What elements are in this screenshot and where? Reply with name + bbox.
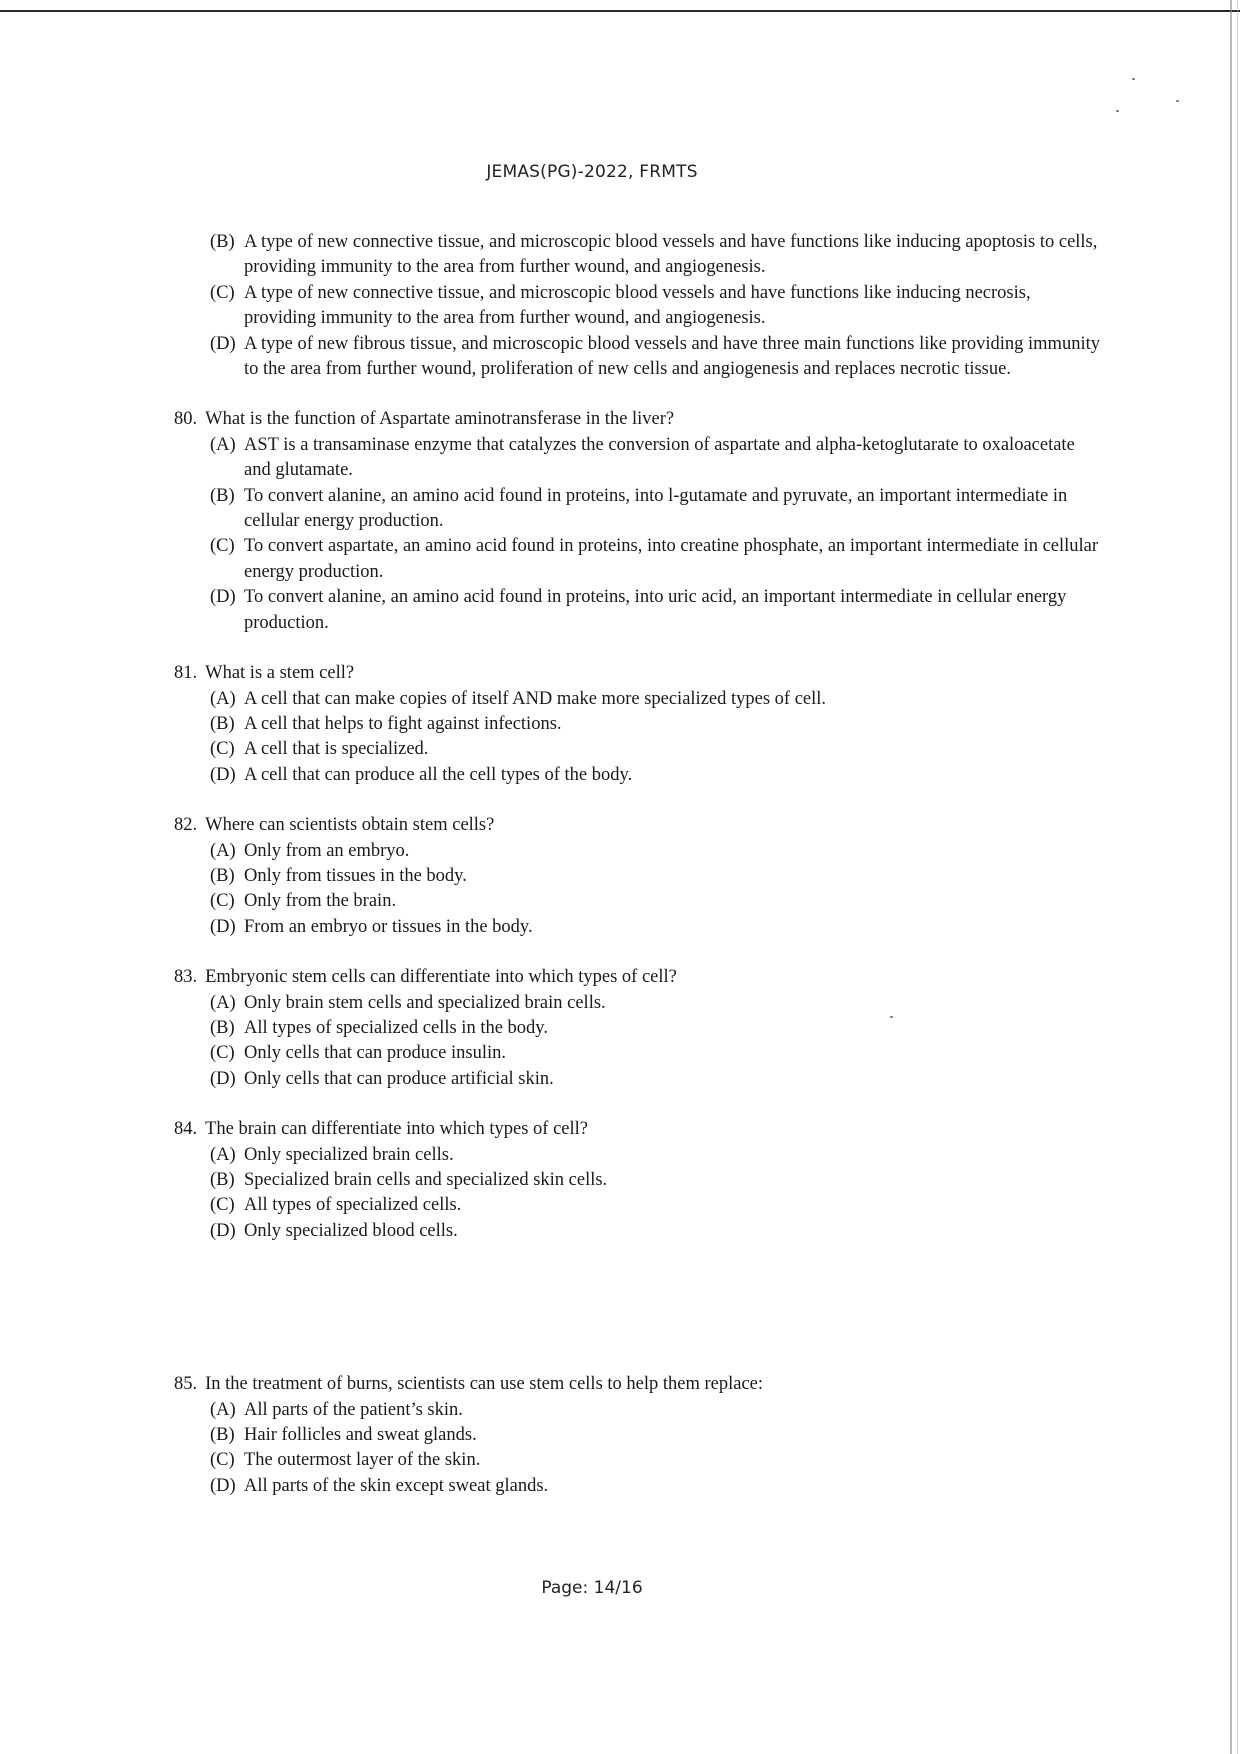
options-list [174, 687, 1104, 789]
option-letter: (D) [210, 1068, 236, 1089]
option-text: All types of specialized cells. [244, 1195, 462, 1216]
option-letter: (A) [210, 1144, 236, 1165]
question-number: 83. [174, 967, 198, 988]
option-b [174, 712, 1104, 737]
scan-speck [1132, 78, 1135, 80]
question-text: Where can scientists obtain stem cells? [205, 815, 495, 836]
option-c [174, 534, 1104, 585]
option-d [174, 915, 1104, 940]
option-a [174, 433, 1104, 484]
question-stem [174, 1117, 1104, 1142]
option-letter: (B) [210, 1425, 235, 1446]
scan-top-rule [0, 10, 1240, 12]
option-text: Hair follicles and sweat glands. [244, 1425, 477, 1446]
continued-question-79 [174, 230, 1104, 382]
option-79-b [174, 230, 1104, 281]
question-number: 81. [174, 663, 198, 684]
option-c [174, 1193, 1104, 1218]
question-number: 82. [174, 815, 198, 836]
option-letter: (A) [210, 688, 236, 709]
question-content [174, 230, 1104, 1524]
option-letter: (A) [210, 992, 236, 1013]
option-d [174, 1219, 1104, 1244]
option-b [174, 484, 1104, 535]
question-text: What is a stem cell? [205, 663, 355, 684]
option-text: AST is a transaminase enzyme that catalyzes the conversion of aspartate and alpha-ketoglutarate to oxaloacetate and glutamate. [244, 434, 1075, 481]
option-letter: (D) [210, 916, 236, 937]
option-d [174, 763, 1104, 788]
option-text: All parts of the skin except sweat glands. [244, 1475, 549, 1496]
question-stem [174, 1372, 1104, 1397]
question-81 [174, 661, 1104, 788]
option-79-c [174, 281, 1104, 332]
question-number: 84. [174, 1119, 198, 1140]
option-letter: (C) [210, 1043, 235, 1064]
option-text: Only specialized blood cells. [244, 1220, 458, 1241]
question-85 [174, 1372, 1104, 1499]
option-text: All types of specialized cells in the body. [244, 1017, 548, 1038]
options-list [174, 1398, 1104, 1500]
option-b [174, 1423, 1104, 1448]
scan-right-edge [1230, 0, 1232, 1754]
option-letter: (A) [210, 1399, 236, 1420]
question-stem [174, 661, 1104, 686]
option-letter: (A) [210, 434, 236, 455]
option-text: Only from the brain. [244, 891, 397, 912]
option-letter: (C) [210, 536, 235, 557]
option-text: From an embryo or tissues in the body. [244, 916, 533, 937]
option-c [174, 737, 1104, 762]
question-text: What is the function of Aspartate aminotransferase in the liver? [205, 409, 675, 430]
option-text: A type of new connective tissue, and microscopic blood vessels and have functions like inducing apoptosis to cells, providing immunity to the area from further wound, and angiogenesis. [244, 232, 1098, 278]
option-letter: (B) [210, 485, 235, 506]
option-b [174, 1168, 1104, 1193]
option-a [174, 991, 1104, 1016]
option-c [174, 889, 1104, 914]
question-80 [174, 407, 1104, 636]
option-letter: (D) [210, 587, 236, 608]
option-text: A type of new connective tissue, and microscopic blood vessels and have functions like inducing necrosis, providing immunity to the area from further wound, and angiogenesis. [244, 282, 1031, 329]
option-c [174, 1041, 1104, 1066]
options-list [174, 433, 1104, 636]
option-a [174, 687, 1104, 712]
option-letter: (B) [210, 1017, 235, 1038]
option-a [174, 1398, 1104, 1423]
page-number: Page: 14/16 [541, 1578, 643, 1598]
option-letter: (C) [210, 891, 235, 912]
option-letter: (B) [210, 865, 235, 886]
option-a [174, 1143, 1104, 1168]
option-text: Only specialized brain cells. [244, 1144, 454, 1165]
question-stem [174, 813, 1104, 838]
option-text: Specialized brain cells and specialized skin cells. [244, 1170, 608, 1190]
option-letter: (C) [210, 1450, 235, 1471]
option-text: A cell that helps to fight against infections. [244, 713, 562, 734]
option-text: To convert alanine, an amino acid found in proteins, into uric acid, an important intermediate in cellular energy production. [244, 587, 1067, 633]
option-d [174, 1474, 1104, 1499]
option-text: A cell that can make copies of itself AND make more specialized types of cell. [244, 688, 827, 709]
option-letter: (C) [210, 1195, 235, 1216]
question-stem [174, 965, 1104, 990]
option-c [174, 1448, 1104, 1473]
continued-options [174, 230, 1104, 382]
option-text: Only cells that can produce artificial skin. [244, 1068, 554, 1089]
options-list [174, 839, 1104, 941]
option-79-d [174, 332, 1104, 383]
question-84 [174, 1117, 1104, 1244]
question-text: Embryonic stem cells can differentiate into which types of cell? [205, 967, 677, 988]
question-83 [174, 965, 1104, 1092]
question-stem [174, 407, 1104, 432]
option-text: A cell that can produce all the cell types of the body. [244, 764, 633, 785]
options-list [174, 991, 1104, 1093]
page-header: JEMAS(PG)-2022, FRMTS [486, 162, 698, 182]
option-letter: (B) [210, 232, 235, 252]
options-list [174, 1143, 1104, 1245]
option-text: A type of new fibrous tissue, and microscopic blood vessels and have three main functions like providing immunity to the area from further wound, proliferation of new cells and angiogenesis and replaces necrotic tissue. [244, 333, 1100, 380]
option-letter: (D) [210, 1475, 236, 1496]
question-text: In the treatment of burns, scientists can use stem cells to help them replace: [205, 1374, 764, 1395]
option-letter: (D) [210, 764, 236, 785]
option-letter: (B) [210, 713, 235, 734]
option-letter: (A) [210, 840, 236, 861]
question-number: 85. [174, 1374, 198, 1395]
option-letter: (D) [210, 333, 236, 354]
option-letter: (C) [210, 282, 235, 303]
scan-speck [1176, 100, 1179, 102]
option-b [174, 864, 1104, 889]
option-letter: (B) [210, 1170, 235, 1190]
option-text: All parts of the patient’s skin. [244, 1399, 463, 1420]
option-d [174, 585, 1104, 636]
option-letter: (C) [210, 739, 235, 760]
scan-right-edge-faint [1237, 0, 1238, 1754]
option-text: Only brain stem cells and specialized brain cells. [244, 992, 606, 1013]
option-text: The outermost layer of the skin. [244, 1450, 481, 1471]
option-text: Only from tissues in the body. [244, 865, 467, 886]
option-letter: (D) [210, 1220, 236, 1241]
question-number: 80. [174, 409, 198, 430]
option-b [174, 1016, 1104, 1041]
option-text: To convert alanine, an amino acid found in proteins, into l-gutamate and pyruvate, an important intermediate in cellular energy production. [244, 485, 1068, 532]
option-text: Only from an embryo. [244, 840, 410, 861]
question-82 [174, 813, 1104, 940]
option-a [174, 839, 1104, 864]
option-text: A cell that is specialized. [244, 739, 429, 760]
question-text: The brain can differentiate into which types of cell? [205, 1119, 588, 1140]
scan-speck [1116, 110, 1119, 112]
option-d [174, 1067, 1104, 1092]
option-text: Only cells that can produce insulin. [244, 1043, 507, 1064]
option-text: To convert aspartate, an amino acid found in proteins, into creatine phosphate, an important intermediate in cellular energy production. [244, 536, 1099, 582]
